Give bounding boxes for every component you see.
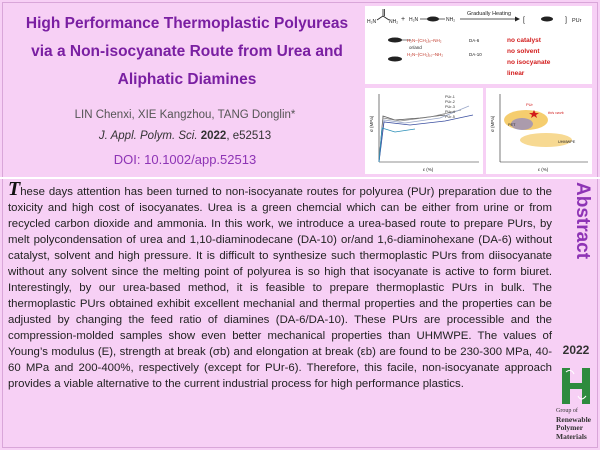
curve-pur-4	[379, 115, 473, 162]
reaction-condition: Gradually Heating	[467, 11, 512, 17]
diamine-chain-icon	[427, 17, 439, 22]
urea-molecule-icon	[377, 9, 389, 20]
abstract-label: Abstract	[572, 182, 593, 260]
x-axis-label: ε (%)	[423, 167, 434, 172]
author-list: LIN Chenxi, XIE Kangzhou, TANG Donglin*	[74, 109, 296, 121]
journal-article: , e52513	[226, 130, 272, 142]
or-and-label: or/and	[409, 45, 422, 50]
region-label-uhmwpe: UHMWPE	[558, 140, 576, 144]
legend-item: PUr-1	[445, 95, 455, 99]
feature-no-catalyst: no catalyst	[507, 37, 541, 44]
svg-text:NH₂: NH₂	[446, 17, 456, 23]
svg-text:]: ]	[565, 17, 567, 24]
this-work-callout: this work	[548, 110, 564, 115]
y-axis-label: σ (MPa)	[490, 115, 495, 132]
polymer-unit-icon	[541, 17, 553, 22]
stress-strain-plot	[365, 88, 483, 174]
doi-link[interactable]: DOI: 10.1002/app.52513	[113, 152, 257, 167]
group-name-line: Group of	[556, 408, 578, 414]
svg-text:NH₂: NH₂	[389, 19, 399, 25]
y-axis-label: σ (MPa)	[369, 115, 374, 132]
group-name-line: Renewable	[556, 414, 591, 424]
abstract-body: hese days attention has been turned to non-isocyanate routes for polyurea (PUr) preparation due to the toxicity and high cost of isocyanates. Urea is a green chemcial which can be either from urine or from recycled carbon dioxide and ammonia. In this work, we introduce a urea-based route to prepare PUrs, by melt polycondensation of urea and 1,10-diaminodecane (DA-10) or/and 1,6-diaminohexane (DA-6) without catalyst, solvent and high pressure. It is difficult to synthesize such thermoplastic PUrs from diisocyanate without any solvent since the melting point of polyurea is so high that isocyanate is active to form biuret. Interestingly, by our urea-based method, it is feasible to prepare thermoplastic PUrs in bulk. The thermoplastic PUrs obtained exhibit excellent mechanial and thermal properties and the properties can be adjusted by changing the feed ratio of diamines (DA-6/DA-10). These PUrs are processible and the compression-molded samples show even better mechanical properties than UHMWPE. The values of Young’s modulus (E), strength at break (σb) and elongation at break (εb) are found to be 230-300 MPa, 40-60 MPa and 200-400%, respectively (except for PUr-6). Therefore, this facile, non-isocyanate approach provides a viable alternative to the current industrial process for high performance plastics.	[8, 186, 552, 390]
region-label-pet: PET	[508, 123, 516, 127]
legend-item: PUr-3	[445, 105, 455, 109]
curve-pur-5	[379, 128, 415, 162]
property-comparison-plot	[486, 88, 592, 174]
da6-label: DA-6	[469, 38, 480, 43]
da10-label: DA-10	[469, 52, 482, 57]
year-label: 2022	[562, 343, 590, 357]
curve-pur-3	[379, 106, 469, 162]
svg-text:+: +	[401, 16, 406, 23]
feature-list	[507, 37, 551, 77]
journal-year: 2022	[200, 130, 227, 142]
abstract-text	[8, 178, 552, 392]
group-name	[556, 407, 598, 441]
title-line-3: Aliphatic Diamines	[117, 71, 257, 88]
svg-text:H₂N: H₂N	[409, 17, 419, 23]
product-label: PUr	[572, 18, 582, 24]
diamine-structures	[388, 38, 482, 62]
feature-no-solvent: no solvent	[507, 48, 540, 55]
x-axis-label: ε (%)	[538, 167, 549, 172]
journal-citation	[20, 130, 350, 142]
abstract-side-label	[555, 180, 595, 290]
drop-cap: T	[8, 178, 21, 200]
legend-item: PUr-4	[445, 110, 455, 114]
plot-legend	[445, 95, 455, 119]
svg-text:H₂N–(CH₂)₆–NH₂: H₂N–(CH₂)₆–NH₂	[407, 38, 442, 43]
paper-title	[22, 10, 352, 94]
svg-text:[: [	[523, 17, 525, 24]
group-name-line: Materials	[556, 431, 587, 441]
legend-item: PUr-5	[445, 115, 455, 119]
journal-name: J. Appl. Polym. Sci.	[98, 130, 198, 142]
legend-item: PUr-2	[445, 100, 455, 104]
svg-text:H₂N–(CH₂)₁₀–NH₂: H₂N–(CH₂)₁₀–NH₂	[407, 52, 444, 57]
title-line-2: via a Non-isocyanate Route from Urea and	[31, 43, 343, 60]
svg-text:H₂N: H₂N	[367, 19, 377, 25]
feature-no-isocyanate: no isocyanate	[507, 59, 551, 66]
group-name-line: Polymer	[556, 423, 584, 432]
feature-linear: linear	[507, 70, 525, 77]
region-label-pur: PUr	[526, 102, 533, 107]
group-logo	[559, 366, 593, 406]
title-line-1: High Performance Thermoplastic Polyureas	[25, 15, 349, 32]
reaction-scheme	[365, 6, 592, 84]
section-divider	[0, 177, 600, 179]
